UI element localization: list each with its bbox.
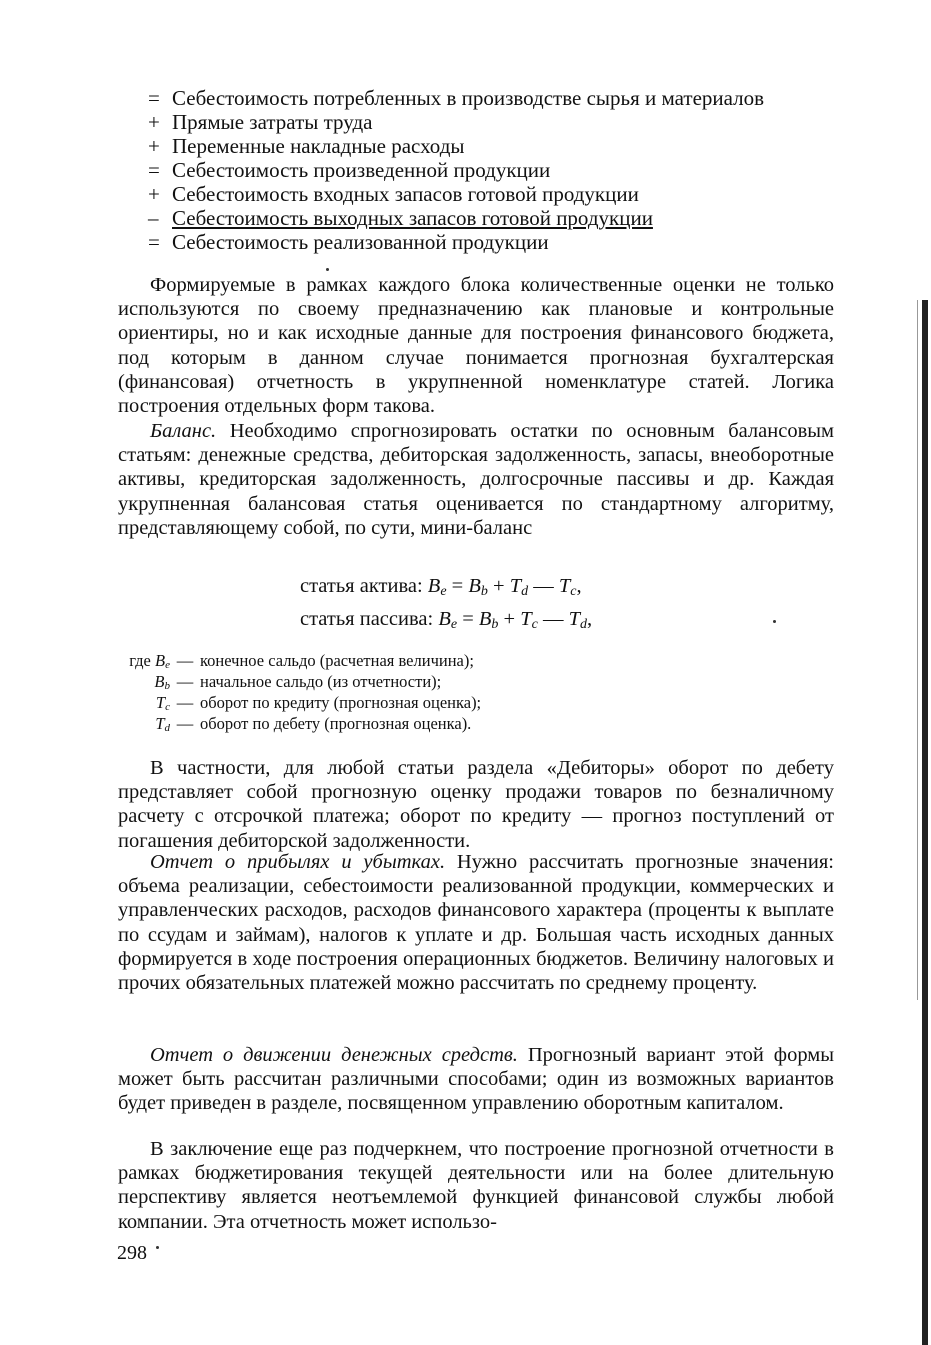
eq: =	[446, 575, 469, 597]
sub: c	[570, 584, 577, 599]
legend-row	[118, 650, 481, 671]
minus: —	[537, 608, 569, 630]
cost-line	[148, 206, 848, 230]
dash: —	[176, 672, 194, 691]
cost-line-text: Себестоимость потребленных в производстве сырья и материалов	[172, 86, 765, 110]
operator: +	[148, 134, 160, 158]
page-number: 298	[117, 1242, 147, 1264]
var: T	[155, 693, 166, 712]
balance-text: Необходимо спрогнозировать остатки по основным балансовым статьям: денежные средства, дебиторская задолженность, запасы, внеоборотные активы, кредиторская задолженность, долгосрочные пассивы и др. Каждая укрупненная балансовая статья оценивается по стандартному алгоритму, представляющему собой, по сути, мини-баланс	[118, 420, 834, 539]
plus: +	[487, 575, 510, 597]
formula-legend	[118, 650, 481, 734]
cost-line	[148, 110, 848, 134]
paragraph-conclusion: В заключение еще раз подчеркнем, что построение прогнозной отчетности в рамках бюджетирования текущей деятельности или на более длительную перспективу является неотъемлемой функцией финансовой службы любой компании. Эта отчетность может использо-	[118, 1138, 834, 1233]
paragraph-cash-flow	[118, 1043, 834, 1116]
sub: d	[521, 584, 529, 599]
dash: —	[176, 651, 194, 670]
sub: e	[450, 617, 458, 632]
scan-edge-shadow	[922, 300, 928, 1345]
cost-line-text: Себестоимость произведенной продукции	[172, 158, 551, 182]
legend-desc: начальное сальдо (из отчетности);	[200, 672, 442, 691]
var: T	[520, 608, 532, 630]
profit-loss-heading: Отчет о прибылях и убытках.	[150, 851, 446, 873]
paragraph-balance	[118, 419, 834, 540]
var: T	[558, 575, 571, 597]
operator: =	[148, 86, 160, 110]
legend-desc: оборот по кредиту (прогнозная оценка);	[200, 693, 482, 712]
var: T	[509, 575, 522, 597]
legend-desc: оборот по дебету (прогнозная оценка).	[200, 714, 472, 733]
cost-line-text: Себестоимость выходных запасов готовой продукции	[172, 206, 653, 230]
profit-loss-text: Нужно рассчитать прогнозные значения: объема реализации, себестоимости реализованной продукции, коммерческих и управленческих расходов, расходов финансового характера (проценты к выплате по ссудам и займам), налогов к уплате и др. Большая часть исходных данных формируется в ходе построения операционных бюджетов. Величину налоговых и прочих обязательных платежей можно рассчитать по среднему проценту.	[118, 851, 834, 995]
scan-speck	[326, 268, 329, 271]
formula-label: статья актива:	[300, 575, 423, 597]
paragraph-profit-loss	[118, 850, 834, 995]
var: T	[568, 608, 580, 630]
sub: b	[491, 617, 499, 632]
formula-asset	[300, 573, 582, 605]
where-word: где	[129, 651, 151, 670]
legend-row	[118, 713, 481, 734]
var: B	[438, 608, 451, 630]
cost-line-text: Себестоимость входных запасов готовой продукции	[172, 182, 639, 206]
scan-speck	[773, 620, 776, 623]
var: T	[155, 714, 165, 733]
eq: =	[457, 608, 479, 630]
sub: b	[480, 584, 488, 599]
operator: =	[148, 158, 160, 182]
scan-edge-line	[917, 300, 918, 1000]
var: B	[427, 575, 441, 597]
plus: +	[498, 608, 521, 630]
formula-label: статья пассива:	[300, 608, 434, 630]
legend-row	[118, 692, 481, 713]
operator: +	[148, 182, 160, 206]
sub: c	[165, 701, 170, 713]
cost-line-text: Себестоимость реализованной продукции	[172, 230, 549, 254]
balance-heading: Баланс.	[150, 420, 217, 442]
sub: b	[164, 680, 170, 692]
paragraph-blocks: Формируемые в рамках каждого блока количественные оценки не только используются по своему предназначению как плановые и контрольные ориентиры, но и как исходные данные для построения финансового бюджета, под которым в данном случае понимается прогнозная бухгалтерская (финансовая) отчетность в укрупненной номенклатуре статей. Логика построения отдельных форм такова.	[118, 274, 834, 418]
dash: —	[176, 693, 194, 712]
operator: +	[148, 110, 160, 134]
paragraph-debtors: В частности, для любой статьи раздела «Дебиторы» оборот по дебету представляет собой прогнозную оценку продажи товаров по безналичному расчету с отсрочкой платежа; оборот по кредиту — прогноз поступлений от погашения дебиторской задолженности.	[118, 757, 834, 852]
minus: —	[528, 575, 559, 597]
var: B	[478, 608, 492, 630]
dash: —	[176, 714, 194, 733]
cost-line	[148, 134, 848, 158]
cost-calculation-list	[148, 86, 848, 254]
cash-flow-text: Прогнозный вариант этой формы может быть рассчитан различными способами; один из возможных вариантов будет приведен в разделе, посвященном управлению оборотным капиталом.	[118, 1044, 834, 1115]
scan-speck	[156, 1246, 159, 1249]
sub: e	[165, 659, 170, 671]
cash-flow-heading: Отчет о движении денежных средств.	[150, 1044, 518, 1066]
comma: ,	[587, 608, 593, 630]
sub: c	[531, 617, 538, 632]
sub: e	[440, 584, 447, 599]
cost-line	[148, 230, 848, 254]
cost-line	[148, 86, 848, 110]
cost-line-text: Прямые затраты труда	[172, 110, 373, 134]
var: B	[468, 575, 481, 597]
comma: ,	[576, 575, 582, 597]
cost-line	[148, 158, 848, 182]
sub: d	[164, 722, 170, 734]
legend-desc: конечное сальдо (расчетная величина);	[200, 651, 474, 670]
operator: =	[148, 230, 160, 254]
cost-line-text: Переменные накладные расходы	[172, 134, 465, 158]
var: B	[154, 672, 165, 691]
sub: d	[580, 617, 587, 632]
formula-liability	[300, 606, 592, 638]
legend-row	[118, 671, 481, 692]
cost-line	[148, 182, 848, 206]
legend-symbol	[118, 713, 170, 739]
var: B	[155, 651, 166, 670]
operator: –	[148, 206, 159, 230]
